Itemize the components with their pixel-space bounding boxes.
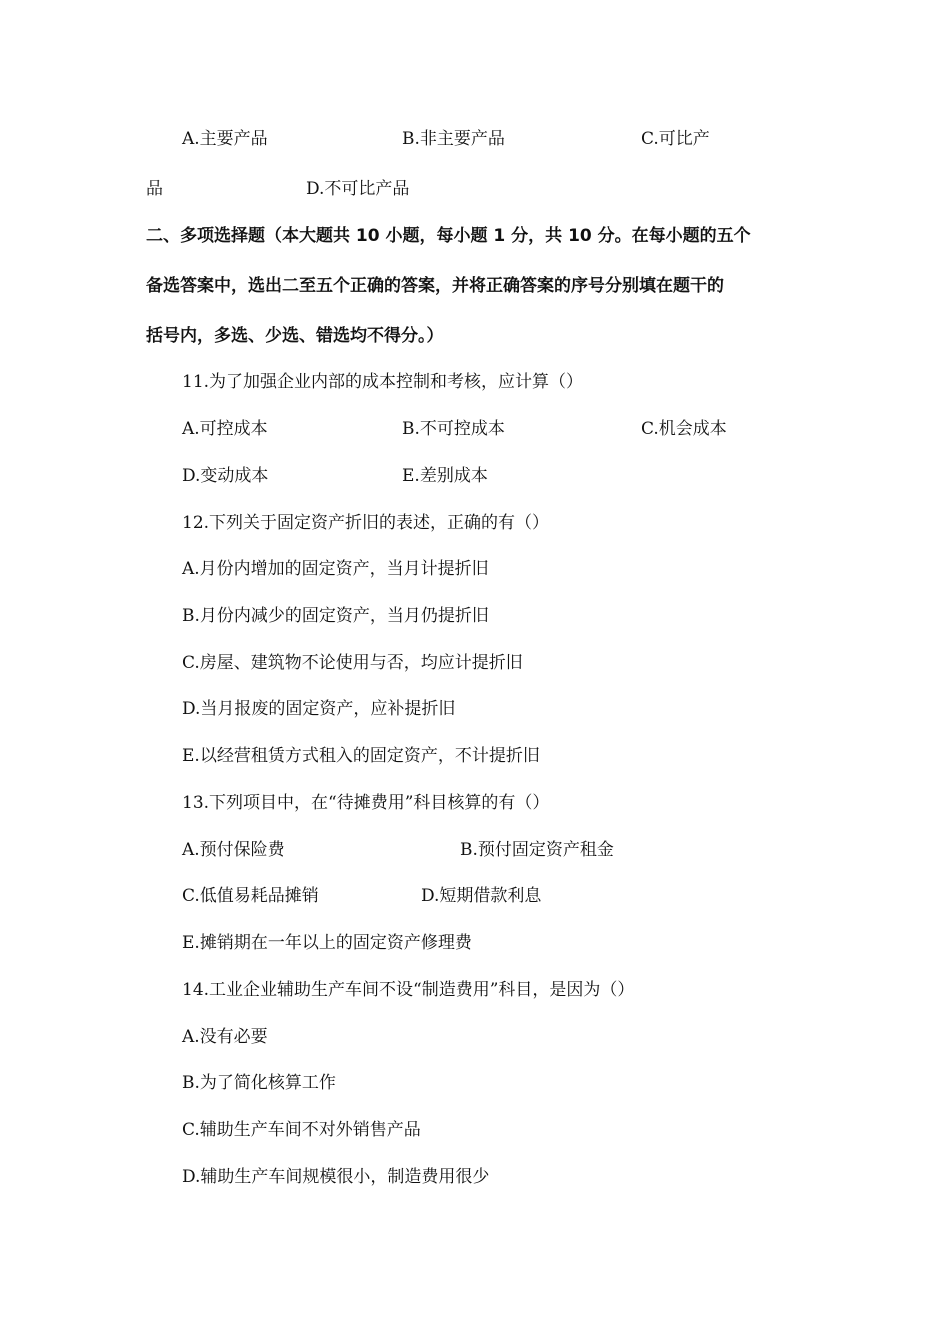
q12-option-a: A.月份内增加的固定资产，当月计提折旧 bbox=[182, 559, 489, 579]
q14-option-b: B.为了简化核算工作 bbox=[182, 1073, 336, 1093]
q13-option-a: A.预付保险费 bbox=[182, 840, 285, 860]
q14-option-d: D.辅助生产车间规模很小，制造费用很少 bbox=[182, 1167, 490, 1187]
q12-option-b: B.月份内减少的固定资产，当月仍提折旧 bbox=[182, 606, 489, 626]
section-heading-line1: 二、多项选择题（本大题共 10 小题，每小题 1 分，共 10 分。在每小题的五个 bbox=[146, 226, 751, 246]
q12-option-d: D.当月报废的固定资产，应补提折旧 bbox=[182, 699, 456, 719]
q11-option-d: D.变动成本 bbox=[182, 466, 269, 486]
q12-stem: 12.下列关于固定资产折旧的表述，正确的有（） bbox=[182, 513, 550, 533]
q11-option-e: E.差别成本 bbox=[402, 466, 488, 486]
prev-option-a: A.主要产品 bbox=[182, 129, 268, 149]
q13-option-d: D.短期借款利息 bbox=[421, 886, 542, 906]
q13-option-c: C.低值易耗品摊销 bbox=[182, 886, 319, 906]
q12-option-c: C.房屋、建筑物不论使用与否，均应计提折旧 bbox=[182, 653, 523, 673]
q14-option-a: A.没有必要 bbox=[182, 1027, 268, 1047]
q12-option-e: E.以经营租赁方式租入的固定资产，不计提折旧 bbox=[182, 746, 540, 766]
q13-option-e: E.摊销期在一年以上的固定资产修理费 bbox=[182, 933, 472, 953]
q13-stem: 13.下列项目中，在“待摊费用”科目核算的有（） bbox=[182, 793, 550, 813]
prev-option-d: D.不可比产品 bbox=[306, 179, 410, 199]
q14-stem: 14.工业企业辅助生产车间不设“制造费用”科目，是因为（） bbox=[182, 980, 635, 1000]
q11-option-c: C.机会成本 bbox=[641, 419, 727, 439]
q13-option-b: B.预付固定资产租金 bbox=[460, 840, 614, 860]
section-heading-line2: 备选答案中，选出二至五个正确的答案，并将正确答案的序号分别填在题干的 bbox=[146, 276, 724, 296]
section-heading-line3: 括号内，多选、少选、错选均不得分。） bbox=[146, 326, 444, 346]
q11-option-b: B.不可控成本 bbox=[402, 419, 505, 439]
q11-stem: 11.为了加强企业内部的成本控制和考核，应计算（） bbox=[182, 372, 584, 392]
prev-option-c-wrap: 品 bbox=[146, 179, 163, 199]
q11-option-a: A.可控成本 bbox=[182, 419, 268, 439]
prev-option-c: C.可比产 bbox=[641, 129, 710, 149]
q14-option-c: C.辅助生产车间不对外销售产品 bbox=[182, 1120, 421, 1140]
prev-option-b: B.非主要产品 bbox=[402, 129, 505, 149]
